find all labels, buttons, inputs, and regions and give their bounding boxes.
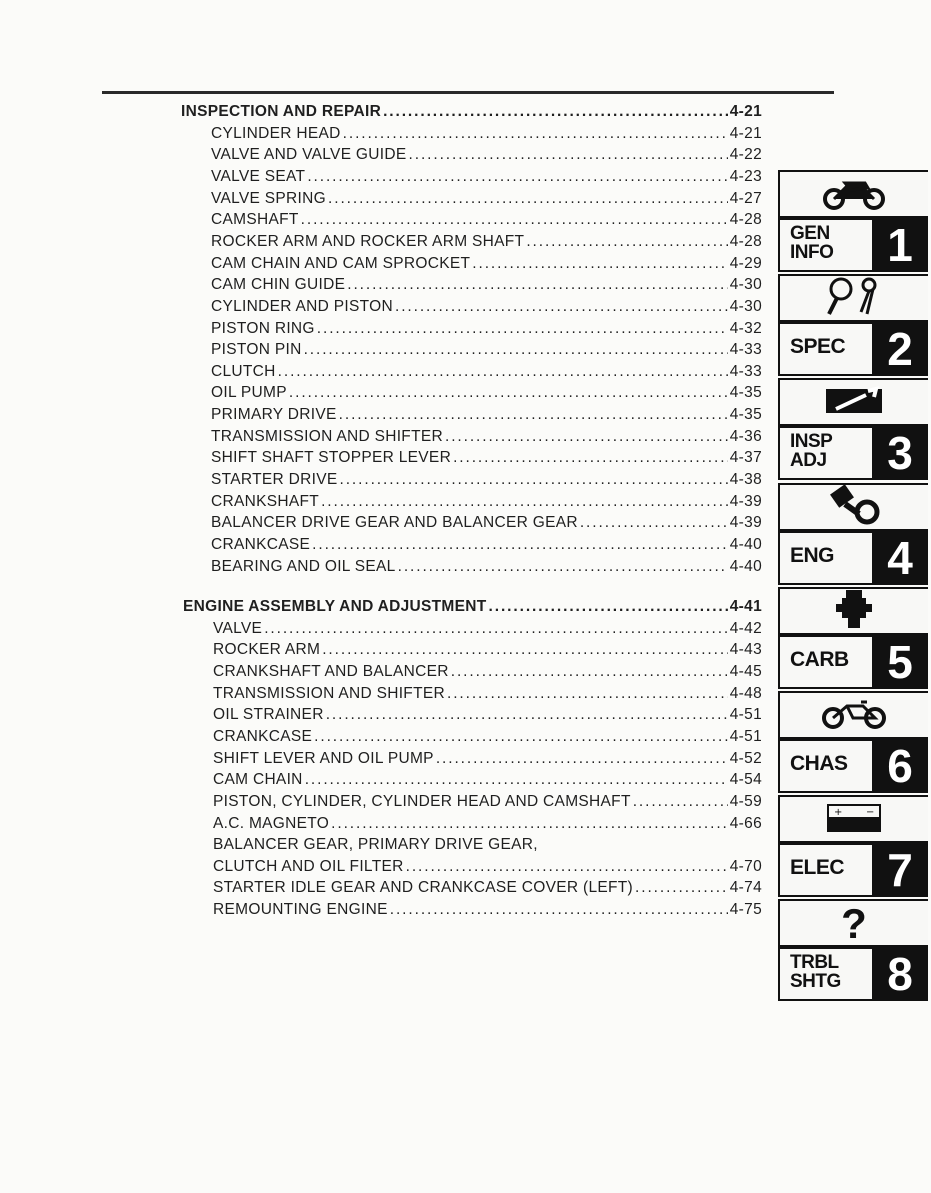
toc-page-number: 4-36 xyxy=(729,427,762,445)
tab-eng[interactable] xyxy=(778,483,931,586)
dot-leader xyxy=(406,858,728,876)
dot-leader xyxy=(472,255,727,273)
dot-leader xyxy=(326,706,728,724)
tab-label-box xyxy=(778,739,928,793)
svg-text:−: − xyxy=(866,806,875,818)
dot-leader xyxy=(317,320,728,338)
toc-entry xyxy=(211,363,762,385)
question-icon xyxy=(834,900,874,947)
dot-leader xyxy=(312,536,728,554)
toc-entry xyxy=(213,620,762,642)
tab-gen[interactable] xyxy=(778,170,931,273)
toc-entry xyxy=(213,858,762,880)
toc-entry xyxy=(213,728,762,750)
toc-label: ROCKER ARM AND ROCKER ARM SHAFT xyxy=(211,232,525,250)
dot-leader xyxy=(278,363,728,381)
tab-label xyxy=(790,546,834,565)
toc-label: OIL STRAINER xyxy=(213,706,324,724)
toc-page-number: 4-35 xyxy=(729,384,762,402)
toc-entry xyxy=(213,815,762,837)
toc-entry xyxy=(211,536,762,558)
toc-label: BALANCER GEAR, PRIMARY DRIVE GEAR, xyxy=(213,836,538,854)
tab-icon-box xyxy=(778,274,928,322)
toc-label: CRANKCASE xyxy=(211,536,311,553)
dot-leader xyxy=(451,663,728,681)
toc-entry xyxy=(211,255,762,277)
tab-icon-box xyxy=(778,587,928,635)
toc-page-number: 4-27 xyxy=(729,189,762,207)
dot-leader xyxy=(289,384,728,402)
toc-entry xyxy=(211,493,762,515)
dot-leader xyxy=(633,793,728,811)
wrench-hand-icon xyxy=(822,383,886,422)
toc-page-number: 4-32 xyxy=(729,319,762,337)
toc-page-number: 4-75 xyxy=(729,901,762,919)
tab-icon-box xyxy=(778,795,928,843)
dot-leader xyxy=(526,233,727,251)
tab-label xyxy=(790,432,832,470)
toc-entry xyxy=(213,771,762,793)
toc-label: SHIFT SHAFT STOPPER LEVER xyxy=(211,449,452,467)
tab-label-line1: TRBL xyxy=(790,952,839,973)
dot-leader xyxy=(264,620,728,638)
toc-entry xyxy=(211,298,762,320)
toc-label: OIL PUMP xyxy=(211,384,287,402)
tab-label-line1: SPEC xyxy=(790,335,846,358)
toc-page-number: 4-42 xyxy=(729,619,762,637)
toc-label: INSPECTION AND REPAIR xyxy=(181,103,382,120)
toc-page-number: 4-51 xyxy=(729,706,762,724)
tab-label xyxy=(790,650,849,669)
toc-page-number: 4-48 xyxy=(729,684,762,702)
tab-spec[interactable] xyxy=(778,274,931,377)
toc-entry xyxy=(213,706,762,728)
tab-number: 3 xyxy=(872,428,928,478)
dot-leader xyxy=(339,406,728,424)
carburetor-icon xyxy=(834,588,874,635)
toc-page-number: 4-21 xyxy=(729,103,762,120)
tab-number: 2 xyxy=(872,324,928,374)
toc-entry xyxy=(211,211,762,233)
svg-text:+: + xyxy=(834,806,843,818)
toc-page-number: 4-39 xyxy=(729,514,762,532)
tab-trbl[interactable] xyxy=(778,899,931,1002)
tab-elec[interactable] xyxy=(778,795,931,898)
toc-page-number: 4-21 xyxy=(729,124,762,142)
toc-entry xyxy=(213,663,762,685)
toc-entry xyxy=(211,514,762,536)
dot-leader xyxy=(390,901,728,919)
toc-page-number: 4-40 xyxy=(729,557,762,575)
section-heading xyxy=(183,598,762,620)
dot-leader xyxy=(447,685,728,703)
tab-label-box xyxy=(778,218,928,272)
tab-insp[interactable] xyxy=(778,378,931,481)
toc-label: PISTON PIN xyxy=(211,341,302,359)
dot-leader xyxy=(304,341,728,359)
toc-page-number: 4-41 xyxy=(729,598,762,615)
toc-page-number: 4-30 xyxy=(729,276,762,294)
tab-number: 1 xyxy=(872,220,928,270)
toc-label: A.C. MAGNETO xyxy=(213,814,330,832)
toc-label: CYLINDER AND PISTON xyxy=(211,297,393,315)
toc-label: VALVE xyxy=(213,619,263,637)
toc-label: STARTER DRIVE xyxy=(211,471,338,489)
engine-icon xyxy=(819,484,889,531)
toc-entry xyxy=(211,471,762,493)
dot-leader xyxy=(343,125,728,143)
toc-entry xyxy=(211,320,762,342)
toc-page-number: 4-38 xyxy=(729,471,762,489)
toc-entry xyxy=(213,750,762,772)
toc-page-number: 4-28 xyxy=(729,211,762,229)
toc-label: CRANKCASE xyxy=(213,727,313,745)
toc-page-number: 4-54 xyxy=(729,771,762,789)
toc-label: CAM CHIN GUIDE xyxy=(211,276,346,294)
dot-leader xyxy=(489,598,728,616)
tab-label xyxy=(790,858,844,877)
tab-label-box xyxy=(778,635,928,689)
toc-page-number: 4-29 xyxy=(729,254,762,272)
gauge-tools-icon xyxy=(819,276,889,321)
toc-label: CRANKSHAFT AND BALANCER xyxy=(213,662,449,680)
dot-leader xyxy=(635,879,728,897)
tab-label-line1: ENG xyxy=(790,544,835,567)
tab-carb[interactable] xyxy=(778,587,931,690)
tab-label xyxy=(790,754,848,773)
toc-entry xyxy=(211,406,762,428)
toc-page-number: 4-70 xyxy=(729,857,762,875)
toc-label: STARTER IDLE GEAR AND CRANKCASE COVER (LEFT) xyxy=(213,879,634,897)
toc-entry xyxy=(211,233,762,255)
toc-label: CRANKSHAFT xyxy=(211,492,320,510)
toc-page-number: 4-45 xyxy=(729,662,762,680)
tab-icon-box xyxy=(778,170,928,218)
tab-label-box xyxy=(778,531,928,585)
toc-page-number: 4-59 xyxy=(729,792,762,810)
dot-leader xyxy=(328,190,728,208)
toc-page-number: 4-43 xyxy=(729,641,762,659)
dot-leader xyxy=(383,103,728,121)
dot-leader xyxy=(580,514,728,532)
dot-leader xyxy=(436,750,728,768)
toc-label: REMOUNTING ENGINE xyxy=(213,901,388,919)
toc-entry xyxy=(213,641,762,663)
dot-leader xyxy=(398,558,728,576)
toc-entry xyxy=(211,341,762,363)
toc-label: PRIMARY DRIVE xyxy=(211,406,337,424)
toc-page-number: 4-33 xyxy=(729,341,762,359)
tab-label xyxy=(790,953,841,991)
toc-page-number: 4-33 xyxy=(729,362,762,380)
toc-entry xyxy=(211,168,762,190)
svg-text:?: ? xyxy=(841,899,867,942)
dot-leader xyxy=(395,298,728,316)
top-rule xyxy=(102,91,834,94)
toc-label: VALVE SEAT xyxy=(211,167,306,185)
toc-page-number: 4-66 xyxy=(729,814,762,832)
tab-label-line2: ADJ xyxy=(790,450,827,471)
tab-number: 4 xyxy=(872,533,928,583)
tab-number: 5 xyxy=(872,637,928,687)
dot-leader xyxy=(453,449,728,467)
section-heading xyxy=(181,103,762,125)
toc-label: PISTON, CYLINDER, CYLINDER HEAD AND CAMSHAFT xyxy=(213,792,631,810)
toc-entry xyxy=(213,879,762,901)
toc-entry xyxy=(211,558,762,580)
toc-label: CLUTCH xyxy=(211,362,276,380)
toc-entry xyxy=(211,428,762,450)
toc-page-number: 4-22 xyxy=(729,146,762,164)
tab-number: 7 xyxy=(872,845,928,895)
tab-number: 8 xyxy=(872,949,928,999)
dot-leader xyxy=(340,471,728,489)
toc-label: ROCKER ARM xyxy=(213,641,321,659)
tab-label xyxy=(790,224,833,262)
toc-entry xyxy=(213,901,762,923)
tab-label-box xyxy=(778,426,928,480)
dot-leader xyxy=(347,276,728,294)
toc-entry xyxy=(211,146,762,168)
tab-label-line1: INSP xyxy=(790,431,833,452)
tab-icon-box xyxy=(778,899,928,947)
toc-label: VALVE AND VALVE GUIDE xyxy=(211,146,407,164)
toc-page-number: 4-30 xyxy=(729,297,762,315)
tab-number: 6 xyxy=(872,741,928,791)
toc-entry xyxy=(211,125,762,147)
dot-leader xyxy=(314,728,728,746)
dot-leader xyxy=(301,211,728,229)
dot-leader xyxy=(409,146,728,164)
tab-label-line2: SHTG xyxy=(790,971,841,992)
dot-leader xyxy=(331,815,728,833)
dot-leader xyxy=(307,168,727,186)
toc-label: CAM CHAIN xyxy=(213,771,303,789)
toc-label: BALANCER DRIVE GEAR AND BALANCER GEAR xyxy=(211,514,578,532)
toc-entry xyxy=(211,384,762,406)
tab-label-line1: GEN xyxy=(790,223,830,244)
tab-icon-box xyxy=(778,378,928,426)
motorcycle-icon xyxy=(821,174,887,215)
toc-page-number: 4-23 xyxy=(729,167,762,185)
tab-label-line1: CHAS xyxy=(790,752,848,775)
toc-label: VALVE SPRING xyxy=(211,189,327,207)
toc-page-number: 4-28 xyxy=(729,232,762,250)
toc-label: CAM CHAIN AND CAM SPROCKET xyxy=(211,254,471,272)
toc-page-number: 4-52 xyxy=(729,749,762,767)
tab-chas[interactable] xyxy=(778,691,931,794)
dot-leader xyxy=(322,641,728,659)
toc-page-number: 4-37 xyxy=(729,449,762,467)
toc-entry xyxy=(213,793,762,815)
tab-label-line1: ELEC xyxy=(790,856,845,879)
tab-label-line2: INFO xyxy=(790,242,834,263)
toc-entry xyxy=(211,276,762,298)
dot-leader xyxy=(321,493,728,511)
toc-page-number: 4-39 xyxy=(729,492,762,510)
toc-page-number: 4-51 xyxy=(729,727,762,745)
toc-entry xyxy=(211,449,762,471)
bike-chassis-icon xyxy=(819,696,889,735)
tab-label-box xyxy=(778,947,928,1001)
toc-label: TRANSMISSION AND SHIFTER xyxy=(213,684,445,702)
tab-label-line1: CARB xyxy=(790,648,849,671)
tab-icon-box xyxy=(778,691,928,739)
toc-label: SHIFT LEVER AND OIL PUMP xyxy=(213,749,434,767)
toc-label: CYLINDER HEAD xyxy=(211,124,341,142)
dot-leader xyxy=(445,428,728,446)
tab-label-box xyxy=(778,322,928,376)
battery-icon xyxy=(824,799,884,840)
toc-page-number: 4-35 xyxy=(729,406,762,424)
tab-icon-box xyxy=(778,483,928,531)
toc-label: PISTON RING xyxy=(211,319,315,337)
toc-page-number: 4-40 xyxy=(729,536,762,553)
tab-label xyxy=(790,337,845,356)
tab-label-box xyxy=(778,843,928,897)
dot-leader xyxy=(305,771,728,789)
toc-label: BEARING AND OIL SEAL xyxy=(211,557,396,575)
toc-entry xyxy=(213,685,762,707)
toc-page-number: 4-74 xyxy=(729,879,762,897)
toc-label: ENGINE ASSEMBLY AND ADJUSTMENT xyxy=(183,598,487,615)
toc-entry xyxy=(211,190,762,212)
toc-label: CAMSHAFT xyxy=(211,211,299,229)
toc-label: TRANSMISSION AND SHIFTER xyxy=(211,427,443,445)
toc-label: CLUTCH AND OIL FILTER xyxy=(213,857,404,875)
toc-entry xyxy=(213,836,762,858)
